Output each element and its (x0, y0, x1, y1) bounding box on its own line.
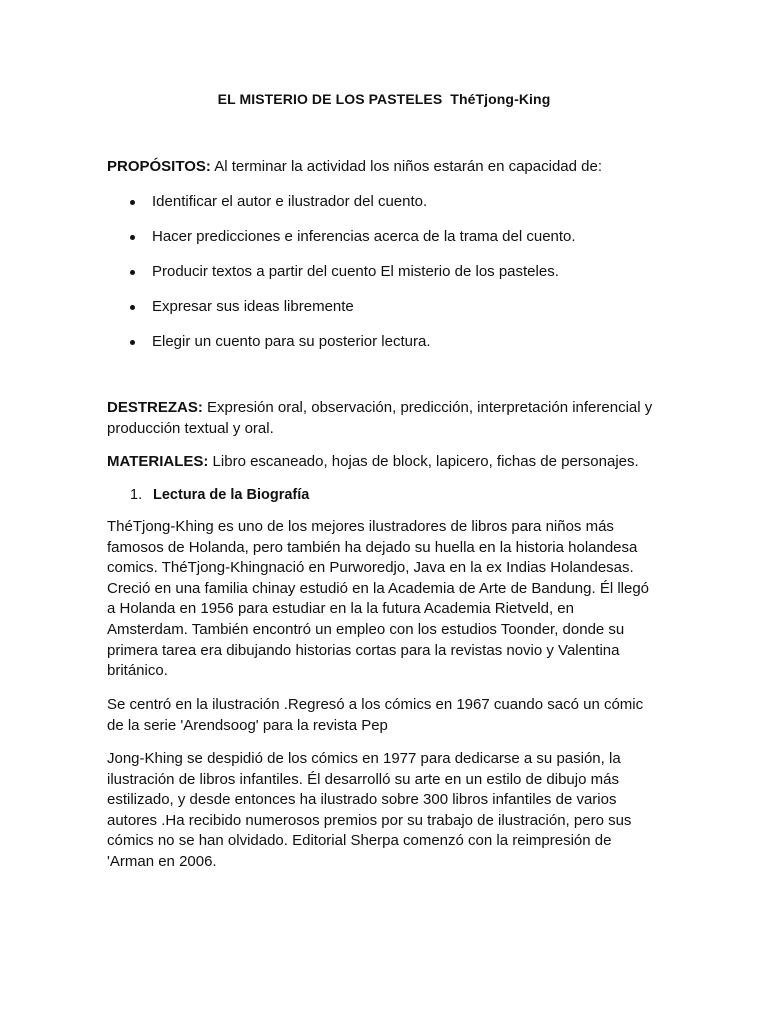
title-main: EL MISTERIO DE LOS PASTELES (217, 91, 443, 107)
list-item-text: Elegir un cuento para su posterior lectura. (152, 333, 431, 350)
list-item-text: Identificar el autor e ilustrador del cuento. (152, 193, 428, 210)
list-item-text: Producir textos a partir del cuento El misterio de los pasteles. (152, 263, 559, 280)
paragraph-line: 'Arman en 2006. (107, 852, 217, 870)
list-item (107, 297, 662, 317)
bullet-icon (130, 270, 135, 275)
paragraph-line: Creció en una familia chinay estudió en la Academia de Arte de Bandung. Él llegó (107, 579, 650, 597)
list-item (107, 227, 662, 247)
bullet-icon (130, 305, 135, 310)
paragraph-line: británico. (107, 662, 168, 680)
paragraph-line: Amsterdam. También encontró un empleo con los estudios Toonder, donde su (107, 620, 625, 638)
paragraph-line: estilizado, y desde entonces ha ilustrado sobre 300 libros infantiles de varios (107, 791, 617, 809)
section-number: 1. (130, 487, 143, 503)
paragraph-line: famosos de Holanda, pero también ha dejado su huella en la historia holandesa (107, 538, 638, 556)
paragraph-biografia-1 (107, 517, 667, 682)
bullet-icon (130, 235, 135, 240)
paragraph-biografia-2 (107, 695, 667, 736)
destrezas-text-line2: producción textual y oral. (107, 419, 274, 437)
list-item (107, 332, 662, 352)
list-item-text: Expresar sus ideas libremente (152, 298, 354, 315)
list-item-text: Hacer predicciones e inferencias acerca de la trama del cuento. (152, 228, 576, 245)
destrezas-text-line1: Expresión oral, observación, predicción, interpretación inferencial y (202, 399, 653, 416)
title-author: ThéTjong-King (450, 91, 551, 107)
document-title (0, 91, 768, 107)
propositos-text: Al terminar la actividad los niños estarán en capacidad de: (210, 158, 602, 175)
paragraph-line: ilustración de libros infantiles. Él desarrolló su arte en un estilo de dibujo más (107, 770, 619, 788)
materiales-text: Libro escaneado, hojas de block, lapicero, fichas de personajes. (208, 453, 639, 470)
list-item (107, 192, 662, 212)
destrezas-label: DESTREZAS: (107, 399, 203, 416)
paragraph-biografia-3 (107, 749, 667, 873)
list-item (107, 262, 662, 282)
materiales-section (107, 452, 662, 473)
propositos-section (107, 157, 662, 178)
destrezas-section (107, 398, 662, 439)
propositos-list (107, 192, 662, 367)
bullet-icon (130, 340, 135, 345)
paragraph-line: Jong-Khing se despidió de los cómics en 1977 para dedicarse a su pasión, la (107, 750, 621, 767)
paragraph-line: de la serie 'Arendsoog' para la revista Pep (107, 716, 388, 734)
section-heading-text: Lectura de la Biografía (153, 487, 310, 503)
paragraph-line: cómics no se han olvidado. Editorial Sherpa comenzó con la reimpresión de (107, 832, 612, 850)
paragraph-line: a Holanda en 1956 para estudiar en la la futura Academia Rietveld, en (107, 600, 574, 618)
propositos-label: PROPÓSITOS: (107, 158, 211, 175)
paragraph-line: ThéTjong-Khing es uno de los mejores ilustradores de libros para niños más (107, 518, 614, 535)
section-heading-biografia (130, 487, 309, 503)
bullet-icon (130, 200, 135, 205)
paragraph-line: Se centró en la ilustración .Regresó a los cómics en 1967 cuando sacó un cómic (107, 696, 644, 713)
paragraph-line: primera tarea era dibujando historias cortas para la revistas novio y Valentina (107, 641, 620, 659)
materiales-label: MATERIALES: (107, 453, 209, 470)
paragraph-line: comics. ThéTjong-Khingnació en Purworedjo, Java en la ex Indias Holandesas. (107, 559, 634, 577)
paragraph-line: autores .Ha recibido numerosos premios por su trabajo de ilustración, pero sus (107, 811, 632, 829)
